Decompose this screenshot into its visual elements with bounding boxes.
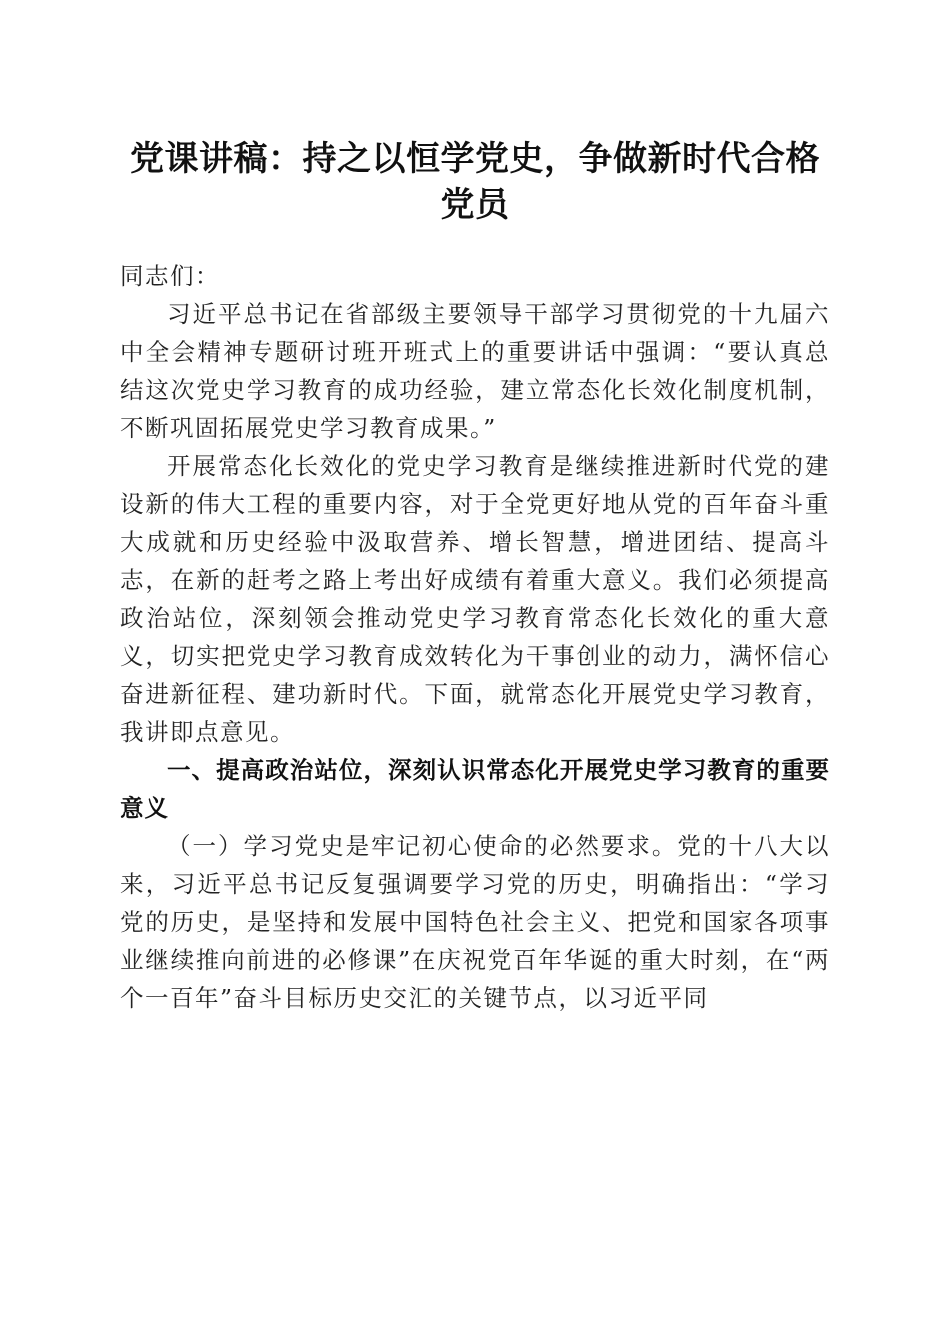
paragraph-2: 开展常态化长效化的党史学习教育是继续推进新时代党的建设新的伟大工程的重要内容，对于全党更好地从党的百年奋斗重大成就和历史经验中汲取营养、增长智慧，增进团结、提高斗志，在新的赶考之路上考出好成绩有着重大意义。我们必须提高政治站位，深刻领会推动党史学习教育常态化长效化的重大意义，切实把党史学习教育成效转化为干事创业的动力，满怀信心奋进新征程、建功新时代。下面，就常态化开展党史学习教育，我讲即点意见。 xyxy=(120,452,830,746)
subsection-paragraph xyxy=(120,827,830,1017)
document-body xyxy=(120,257,830,1017)
title-line-2: 党员 xyxy=(440,185,510,225)
subsection-text: 党的十八大以来，习近平总书记反复强调要学习党的历史，明确指出：“学习党的历史，是坚持和发展中国特色社会主义、把党和国家各项事业继续推向前进的必修课”在庆祝党百年华诞的重大时刻，在“两个一百年”奋斗目标历史交汇的关键节点，以习近平同 xyxy=(120,832,831,1012)
greeting: 同志们： xyxy=(120,262,220,290)
section-heading: 一、提高政治站位，深刻认识常态化开展党史学习教育的重要意义 xyxy=(120,756,830,822)
paragraph-1: 习近平总书记在省部级主要领导干部学习贯彻党的十九届六中全会精神专题研讨班开班式上的重要讲话中强调：“要认真总结这次党史学习教育的成功经验，建立常态化长效化制度机制，不断巩固拓展党史学习教育成果。” xyxy=(120,300,830,442)
document-title xyxy=(110,136,840,228)
subsection-lead: （一）学习党史是牢记初心使命的必然要求。 xyxy=(167,832,678,860)
title-line-1: 党课讲稿：持之以恒学党史，争做新时代合格 xyxy=(130,139,820,179)
